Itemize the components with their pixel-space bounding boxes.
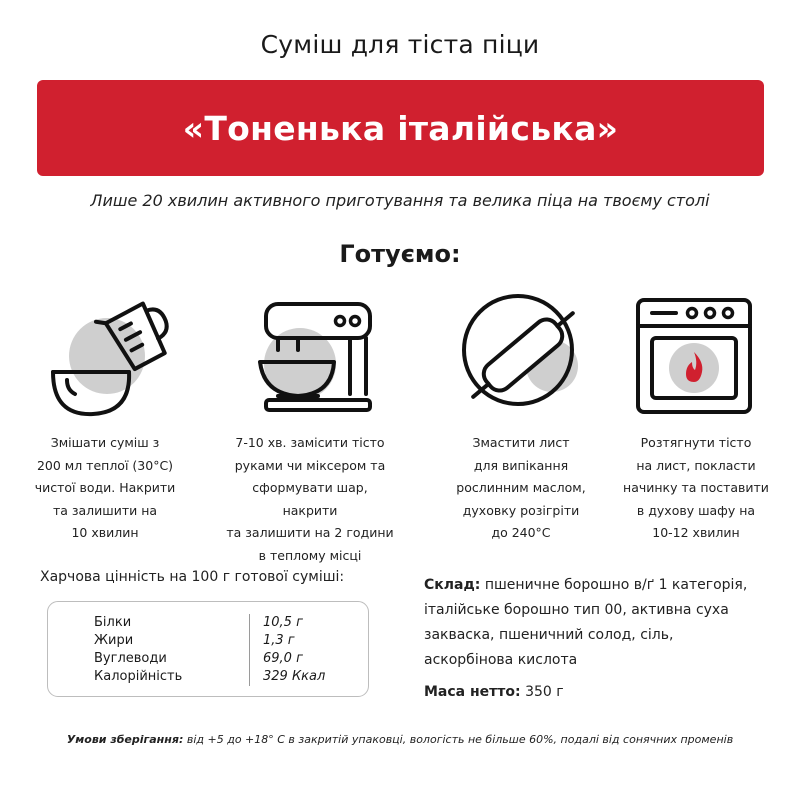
- nutrition-label-carbs: Вуглеводи: [94, 651, 167, 666]
- net-mass-label: Маса нетто:: [424, 684, 521, 700]
- nutrition-divider: [249, 614, 250, 686]
- composition-line-3: закваска, пшеничний солод, сіль,: [424, 627, 674, 643]
- nutrition-value-calories: 329 Ккал: [263, 669, 326, 684]
- oven-fire-icon: [630, 290, 760, 420]
- composition-line-2: італійське борошно тип 00, активна суха: [424, 602, 729, 618]
- product-name-banner: [37, 80, 764, 176]
- section-title: Готуємо:: [339, 240, 461, 268]
- nutrition-label-fat: Жири: [94, 633, 134, 648]
- nutrition-value-protein: 10,5 г: [263, 615, 303, 630]
- storage-conditions: [0, 733, 800, 746]
- net-mass: [424, 684, 564, 700]
- composition-label: Склад:: [424, 577, 481, 593]
- composition-line-1: пшеничне борошно в/ґ 1 категорія,: [480, 577, 748, 593]
- nutrition-label-calories: Калорійність: [94, 669, 183, 684]
- step-4-text: Розтягнути тісто на лист, покласти начинку та поставити в духову шафу на 10-12 хвилин: [623, 435, 769, 540]
- storage-label: Умови зберігання:: [66, 733, 184, 746]
- composition: [424, 573, 769, 673]
- nutrition-title: Харчова цінність на 100 г готової суміші:: [40, 569, 345, 585]
- nutrition-value-carbs: 69,0 г: [263, 651, 303, 666]
- nutrition-label-protein: Білки: [94, 615, 132, 630]
- tagline: Лише 20 хвилин активного приготування та велика піца на твоєму столі: [90, 191, 710, 210]
- net-mass-value: 350 г: [520, 684, 564, 700]
- rolling-pin-dough-icon: [458, 290, 588, 420]
- step-3-text: Змастити лист для випікання рослинним маслом, духовку розігріти до 240°С: [456, 435, 586, 540]
- nutrition-value-fat: 1,3 г: [263, 633, 295, 648]
- step-1-text: Змішати суміш з 200 мл теплої (30°С) чистої води. Накрити та залишити на 10 хвилин: [34, 435, 176, 540]
- nutrition-table: [47, 601, 369, 697]
- product-name: «Тоненька італійська»: [182, 108, 619, 148]
- page-title: Суміш для тіста піци: [260, 30, 540, 59]
- mixing-bowl-measuring-jug-icon: [45, 290, 175, 420]
- composition-line-4: аскорбінова кислота: [424, 652, 578, 668]
- storage-text: від +5 до +18° С в закритій упаковці, вологість не більше 60%, подалі від сонячних променів: [183, 733, 734, 746]
- step-2-text: 7-10 хв. замісити тісто руками чи міксером та сформувати шар, накрити та залишити на 2 години в теплому місці: [226, 435, 394, 563]
- stand-mixer-icon: [250, 290, 380, 420]
